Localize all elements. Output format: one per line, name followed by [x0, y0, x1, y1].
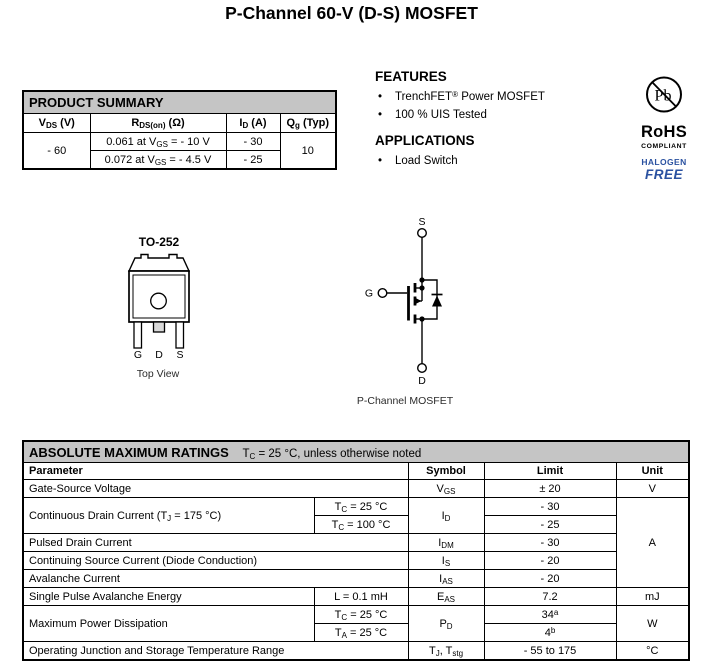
limit-cell: 7.2 [484, 588, 616, 606]
top-view-caption: Top View [136, 368, 180, 380]
lead-gate [134, 322, 142, 348]
rohs-label: RoHS [640, 123, 688, 141]
package-title: TO-252 [138, 235, 180, 249]
abs-max-title-bar [23, 441, 689, 463]
symbol-caption: P-Channel MOSFET [356, 395, 454, 407]
limit-cell: - 30 [484, 534, 616, 552]
condition-cell: L = 0.1 mH [314, 588, 408, 606]
symbol-cell: $V_{GS}$ [408, 480, 484, 498]
table-row [23, 552, 689, 570]
col-header-limit: Limit [484, 463, 616, 480]
condition-cell: $T_C = 25$ °C [314, 606, 408, 624]
rdson-cell: 0.061 at $V_{GS}$ = - 10 V [90, 133, 226, 151]
terminal-label-s: S [418, 216, 426, 228]
bullet-icon: • [378, 109, 383, 121]
terminal-label-g: G [364, 287, 374, 300]
col-header-vds: $V_{DS}$ (V) [23, 114, 90, 133]
param-cell: Gate-Source Voltage [23, 480, 408, 498]
table-row [23, 642, 689, 661]
unit-cell: mJ [616, 588, 689, 606]
limit-cell: ± 20 [484, 480, 616, 498]
to252-package-drawing [110, 230, 230, 382]
table-row [23, 588, 689, 606]
unit-cell: A [616, 498, 689, 588]
limit-cell: - 20 [484, 552, 616, 570]
limit-cell: 4$^b$ [484, 624, 616, 642]
applications-heading: APPLICATIONS [375, 133, 475, 148]
page-title: P-Channel 60-V (D-S) MOSFET [225, 3, 478, 23]
body-arrow [416, 298, 422, 303]
symbol-cell: $E_{AS}$ [408, 588, 484, 606]
symbol-cell: $I_D$ [408, 498, 484, 534]
condition-cell: $T_C = 25$ °C [314, 498, 408, 516]
table-row [23, 498, 689, 516]
limit-cell: - 55 to 175 [484, 642, 616, 661]
features-section [375, 69, 630, 173]
halogen-label: HALOGEN [641, 157, 687, 167]
product-summary-title: PRODUCT SUMMARY [23, 91, 336, 114]
qg-cell: 10 [280, 133, 336, 170]
id-cell: - 25 [226, 151, 280, 170]
id-cell: - 30 [226, 133, 280, 151]
param-cell: Single Pulse Avalanche Energy [23, 588, 314, 606]
pb-label: Pb [654, 87, 672, 105]
condition-cell: $T_A = 25$ °C [314, 624, 408, 642]
body-diode [432, 296, 442, 307]
lead-drain-stub [154, 322, 165, 332]
symbol-cell: $I_{DM}$ [408, 534, 484, 552]
terminal-source [418, 229, 427, 238]
unit-cell: W [616, 606, 689, 642]
table-row [23, 480, 689, 498]
limit-cell: - 25 [484, 516, 616, 534]
param-cell: Operating Junction and Storage Temperature Range [23, 642, 408, 661]
pin-label-g: G [133, 349, 143, 361]
vds-cell: - 60 [23, 133, 90, 170]
symbol-cell: $I_{AS}$ [408, 570, 484, 588]
compliance-badges [628, 74, 700, 182]
rdson-cell: 0.072 at $V_{GS}$ = - 4.5 V [90, 151, 226, 170]
condition-cell: $T_C = 100$ °C [314, 516, 408, 534]
symbol-cell: $T_J$, $T_{stg}$ [408, 642, 484, 661]
param-cell: Continuing Source Current (Diode Conduction) [23, 552, 408, 570]
pb-free-icon [643, 74, 685, 116]
free-label: FREE [644, 167, 683, 182]
param-cell: Avalanche Current [23, 570, 408, 588]
limit-cell: - 30 [484, 498, 616, 516]
col-header-unit: Unit [616, 463, 689, 480]
product-summary-table [22, 90, 337, 170]
table-row [23, 606, 689, 624]
terminal-drain [418, 364, 427, 373]
abs-max-table [22, 440, 690, 661]
package-hole [151, 293, 167, 309]
terminal-label-d: D [418, 375, 426, 387]
body-diode-branch [422, 280, 437, 319]
limit-cell: - 20 [484, 570, 616, 588]
col-header-symbol: Symbol [408, 463, 484, 480]
pin-label-s: S [176, 349, 184, 361]
param-cell: Maximum Power Dissipation [23, 606, 314, 642]
table-row [23, 534, 689, 552]
param-cell: Pulsed Drain Current [23, 534, 408, 552]
mosfet-symbol [355, 210, 465, 410]
package-tab [129, 255, 189, 272]
limit-cell: 34$^a$ [484, 606, 616, 624]
table-row [23, 133, 336, 151]
compliant-label: COMPLIANT [641, 143, 687, 150]
col-header-parameter: Parameter [23, 463, 408, 480]
terminal-gate [378, 289, 387, 298]
pin-label-d: D [155, 349, 163, 361]
bullet-icon: • [378, 155, 383, 167]
feature-item-label: 100 % UIS Tested [395, 109, 487, 121]
features-heading: FEATURES [375, 69, 447, 84]
param-cell: Continuous Drain Current ($T_J = 175$ °C) [23, 498, 314, 534]
unit-cell: °C [616, 642, 689, 661]
feature-item [375, 109, 630, 121]
col-header-rdson: $R_{DS(on)}$ (Ω) [90, 114, 226, 133]
bullet-icon: • [378, 91, 383, 103]
lead-source [176, 322, 184, 348]
feature-item [375, 91, 630, 103]
table-row [23, 570, 689, 588]
abs-max-subtitle: $T_C = 25$ °C, unless otherwise noted [242, 447, 422, 461]
symbol-cell: $P_D$ [408, 606, 484, 642]
application-item-label: Load Switch [395, 155, 458, 167]
application-item [375, 155, 630, 167]
unit-cell: V [616, 480, 689, 498]
abs-max-title: ABSOLUTE MAXIMUM RATINGS [29, 444, 229, 460]
col-header-qg: $Q_g$ (Typ) [280, 114, 336, 133]
feature-item-label: TrenchFET® Power MOSFET [395, 90, 545, 103]
symbol-cell: $I_S$ [408, 552, 484, 570]
col-header-id: $I_D$ (A) [226, 114, 280, 133]
